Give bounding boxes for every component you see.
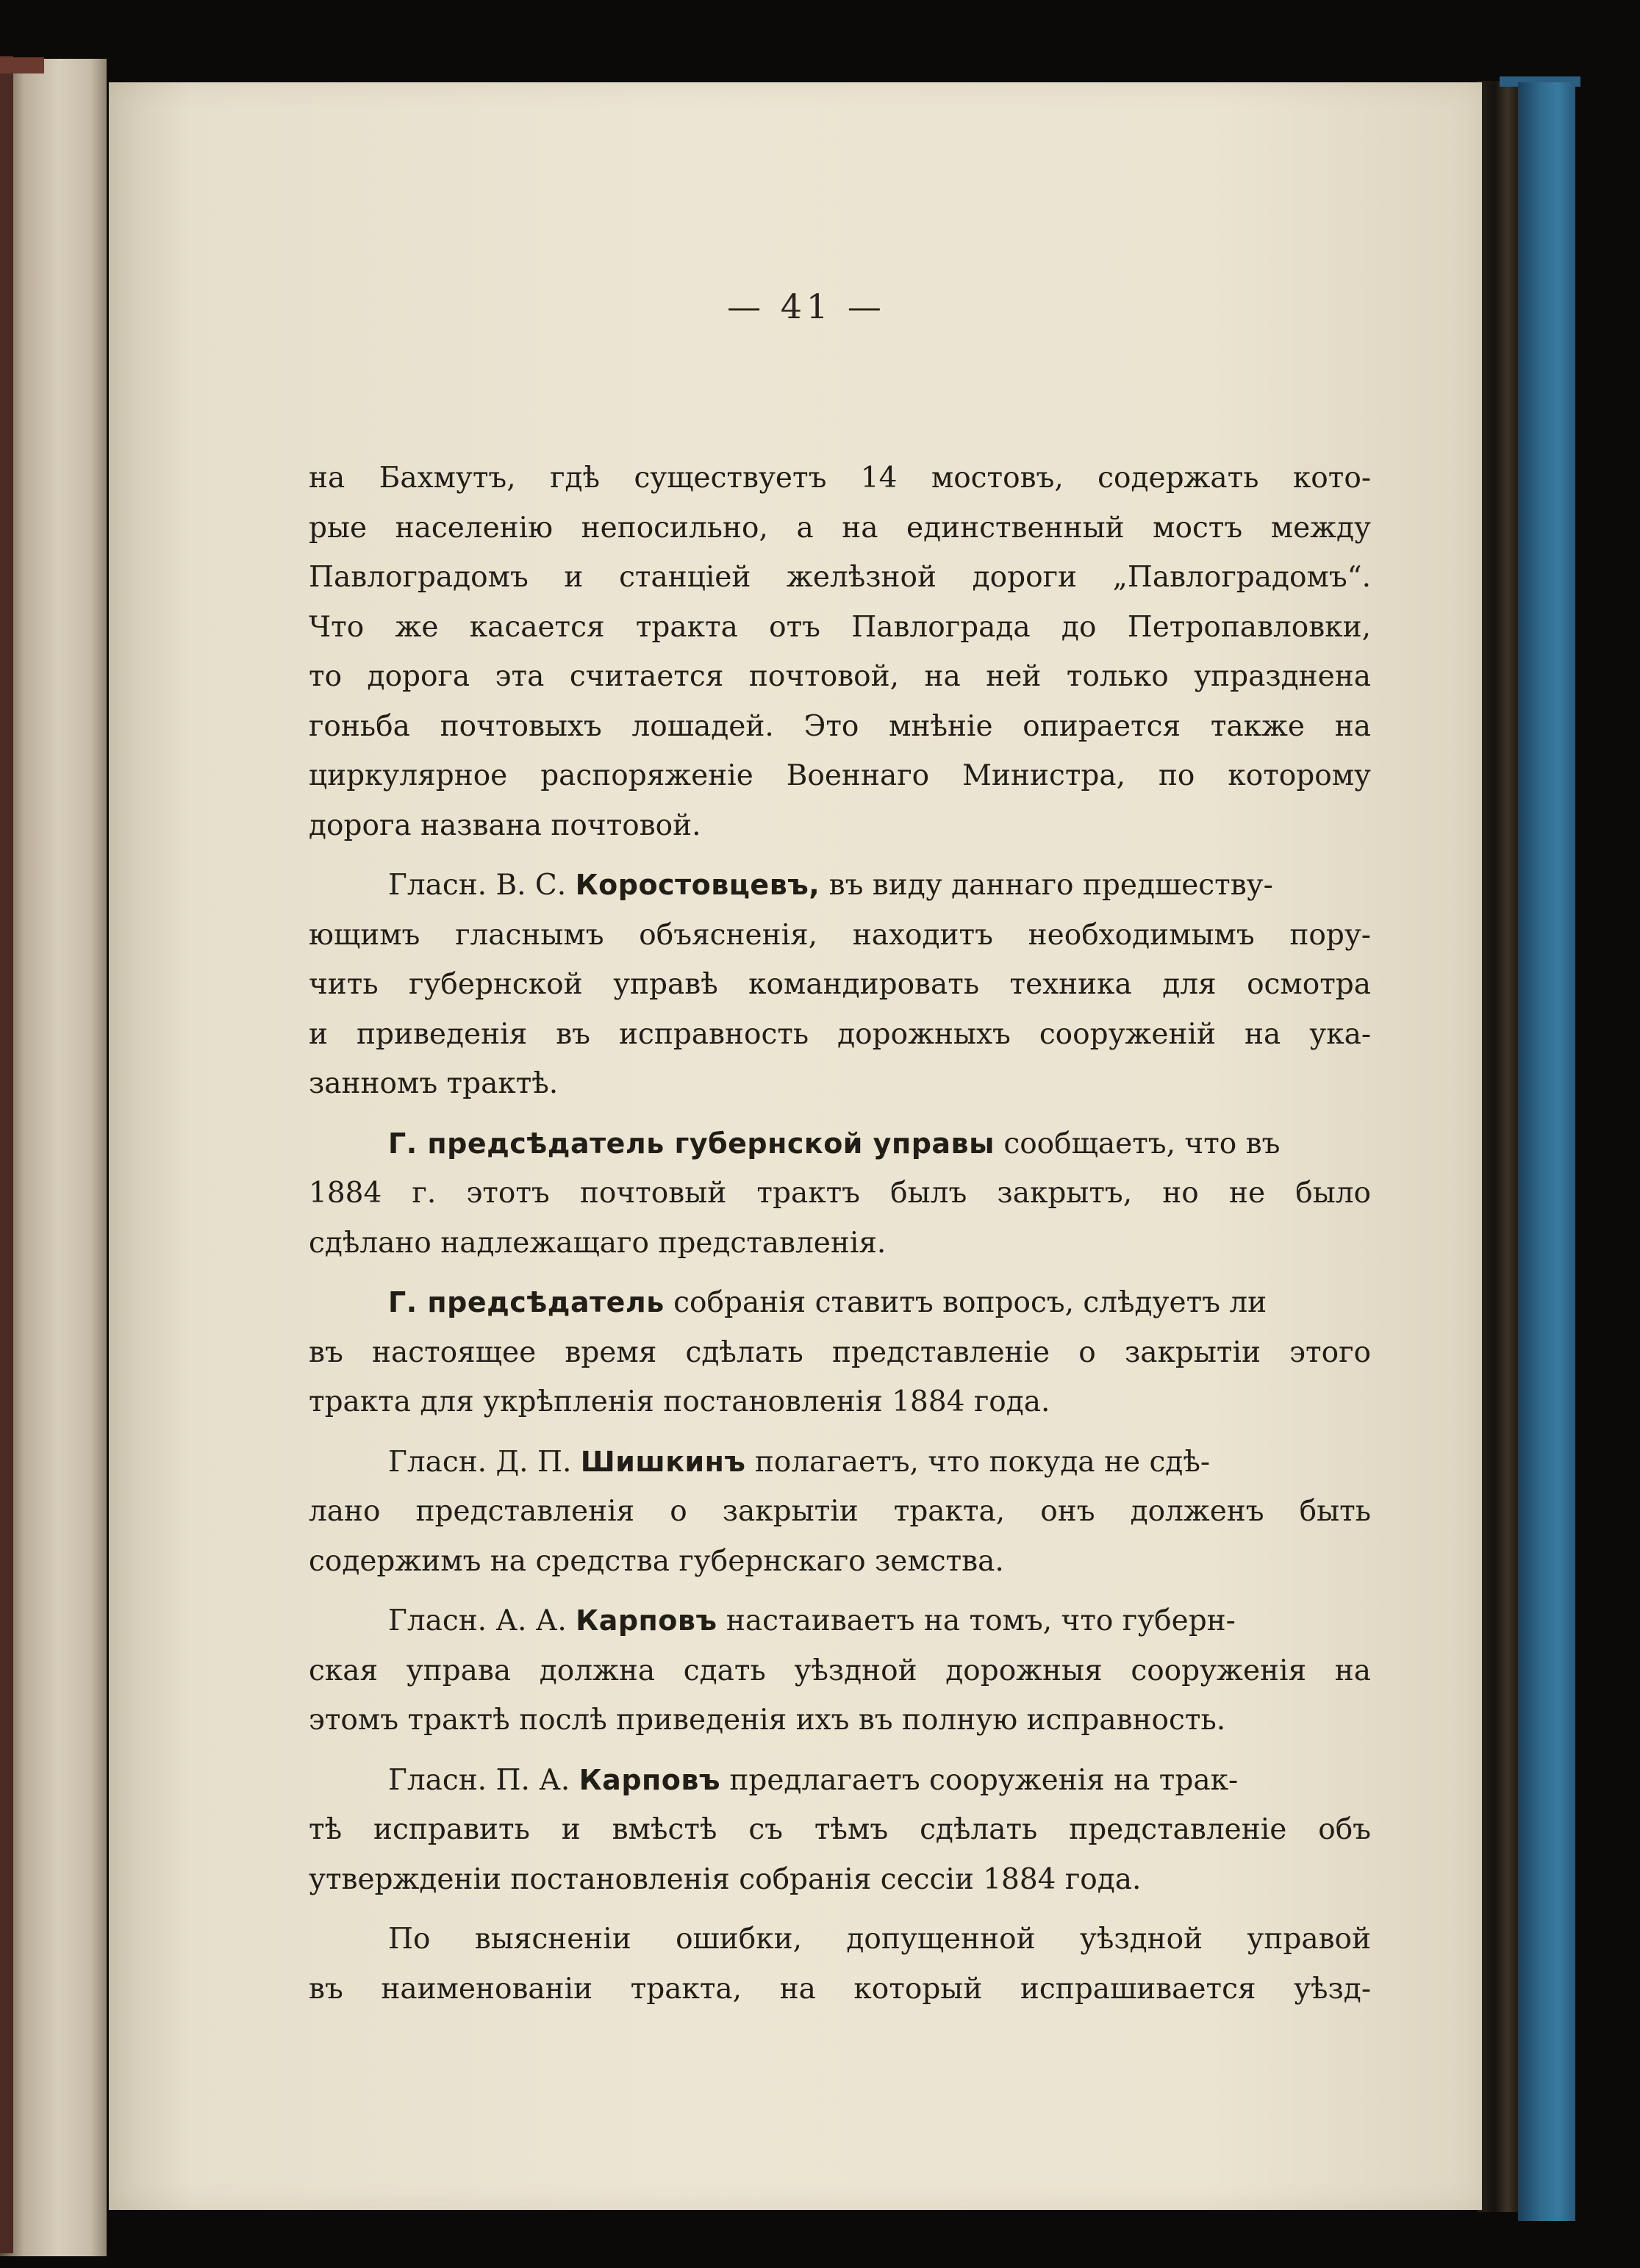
text-line: циркулярное распоряженіе Военнаго Министра, по которому (309, 759, 1371, 792)
text-line (309, 861, 1371, 911)
facing-page-edge (0, 59, 107, 2256)
speaker-name: Коростовцевъ, (575, 869, 820, 901)
speaker-lead: Гласн. П. А. (388, 1763, 579, 1797)
speaker-name: Карповъ (576, 1604, 717, 1637)
line-rest: полагаетъ, что покуда не сдѣ- (745, 1445, 1211, 1479)
blue-book-cover (1518, 82, 1575, 2221)
left-cover-edge (0, 56, 13, 2253)
line-rest: собранія ставитъ вопросъ, слѣдуетъ ли (664, 1286, 1267, 1319)
text-line: рые населенію непосильно, а на единственный мостъ между (309, 511, 1371, 545)
book-page (109, 82, 1482, 2210)
text-line: гоньба почтовыхъ лошадей. Это мнѣніе опирается также на (309, 709, 1371, 743)
text-line: содержимъ на средства губернскаго земства. (309, 1544, 1004, 1578)
text-line: ская управа должна сдать уѣздной дорожныя сооруженія на (309, 1654, 1371, 1687)
paragraph (309, 1119, 1371, 1268)
speaker-name: Шишкинъ (580, 1445, 746, 1478)
text-line: утвержденіи постановленія собранія сессіи 1884 года. (309, 1862, 1142, 1896)
speaker-name: Г. предсѣдатель губернской управы (388, 1127, 995, 1160)
text-line: сдѣлано надлежащаго представленія. (309, 1226, 887, 1260)
text-line (309, 1278, 1371, 1328)
text-line (309, 1596, 1371, 1646)
text-line (309, 1756, 1371, 1806)
speaker-lead: Гласн. Д. П. (388, 1445, 581, 1479)
paragraph (309, 1756, 1371, 1905)
text-line: въ настоящее время сдѣлать представленіе о закрытіи этого (309, 1335, 1371, 1369)
page-number: — 41 — (727, 287, 886, 326)
text-line: то дорога эта считается почтовой, на ней только упразднена (309, 660, 1371, 693)
page-text (309, 453, 1371, 2014)
speaker-lead: Гласн. А. А. (388, 1604, 576, 1637)
line-rest: въ виду даннаго предшеству- (820, 869, 1273, 902)
paragraph (309, 1914, 1371, 2014)
text-line: этомъ трактѣ послѣ приведенія ихъ въ полную исправность. (309, 1704, 1226, 1737)
line-rest: предлагаетъ сооруженія на трак- (720, 1763, 1239, 1797)
line-rest: настаиваетъ на томъ, что губерн- (717, 1604, 1236, 1637)
line-rest: сообщаетъ, что въ (994, 1127, 1281, 1160)
speaker-lead: Гласн. В. С. (388, 869, 576, 902)
left-cover-corner (0, 57, 44, 73)
text-line: По выясненіи ошибки, допущенной уѣздной управой (388, 1923, 1371, 1956)
text-line (309, 1119, 1371, 1169)
paragraph (309, 861, 1371, 1109)
speaker-name: Г. предсѣдатель (388, 1286, 665, 1318)
page-stack-edge (1478, 81, 1520, 2212)
text-line: въ наименованіи тракта, на который испрашивается уѣзд- (309, 1972, 1371, 2006)
speaker-name: Карповъ (579, 1763, 720, 1796)
paragraph (309, 1438, 1371, 1587)
text-line: дорога названа почтовой. (309, 808, 701, 842)
text-line: Что же касается тракта отъ Павлограда до Петропавловки, (309, 610, 1371, 644)
text-line: 1884 г. этотъ почтовый трактъ былъ закрытъ, но не было (309, 1177, 1371, 1210)
paragraph (309, 453, 1371, 850)
text-line (309, 1438, 1371, 1488)
paragraph (309, 1596, 1371, 1745)
paragraph (309, 1278, 1371, 1427)
text-line: Павлоградомъ и станціей желѣзной дороги „Павлоградомъ“. (309, 561, 1371, 594)
text-line: тѣ исправить и вмѣстѣ съ тѣмъ сдѣлать представленіе объ (309, 1813, 1371, 1846)
text-line: ющимъ гласнымъ объясненія, находитъ необходимымъ пору- (309, 918, 1371, 952)
text-line: занномъ трактѣ. (309, 1067, 559, 1100)
text-line: лано представленія о закрытіи тракта, онъ долженъ быть (309, 1495, 1371, 1528)
text-line: на Бахмутъ, гдѣ существуетъ 14 мостовъ, содержать кото- (309, 462, 1371, 495)
text-line: тракта для укрѣпленія постановленія 1884 года. (309, 1385, 1050, 1418)
text-line: и приведенія въ исправность дорожныхъ сооруженій на ука- (309, 1017, 1371, 1051)
text-line: чить губернской управѣ командировать техника для осмотра (309, 968, 1371, 1001)
